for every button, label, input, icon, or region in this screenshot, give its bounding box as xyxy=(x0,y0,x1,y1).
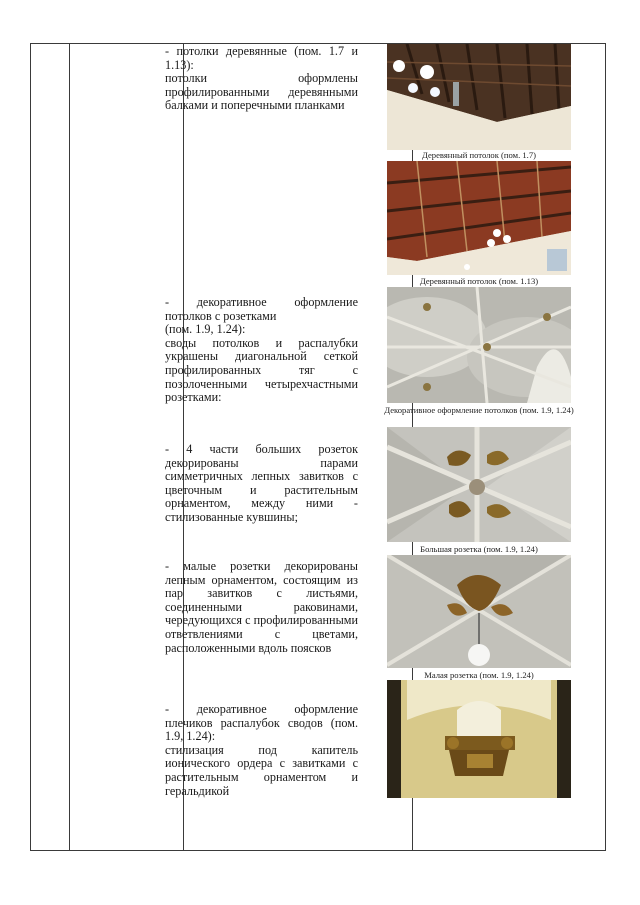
caption-wooden-ceiling-1-13: Деревянный потолок (пом. 1.13) xyxy=(419,276,539,286)
text-block-large-rosettes xyxy=(165,443,358,525)
photo-wooden-ceiling-1-7 xyxy=(387,44,571,150)
photo-decorative-ceiling xyxy=(387,287,571,403)
column-divider-1 xyxy=(69,44,70,850)
text-line: стилизация под капитель ионического ордера с завитками с растительным орнаментом и геральдикой xyxy=(165,742,358,798)
text-line: - 4 части больших розеток декорированы парами симметричных лепных завитков с цветочным и растительным орнаментом, между ними - стилизованные кувшины; xyxy=(165,442,358,524)
caption-decorative-ceiling xyxy=(383,405,575,415)
photo-wooden-ceiling-1-13 xyxy=(387,161,571,275)
photo-small-rosette xyxy=(387,555,571,668)
text-block-wooden-ceilings xyxy=(165,45,358,113)
text-line: - малые розетки декорированы лепным орнаментом, состоящим из пар завитков с листьями, соединенными раковинами, чередующихся с профилированными ответвлениями с цветами, расположенными вдоль поясков xyxy=(165,559,358,655)
caption-text: Декоративное оформление потолков (пом. 1.9, 1.24) xyxy=(384,405,574,415)
text-line: потолки оформлены профилированными деревянными балками и поперечными планками xyxy=(165,71,358,113)
text-line: - потолки деревянные (пом. 1.7 и 1.13): xyxy=(165,44,358,72)
photo-capital-decoration xyxy=(387,680,571,798)
text-block-rosettes xyxy=(165,296,358,405)
text-block-small-rosettes xyxy=(165,560,358,655)
caption-wooden-ceiling-1-7: Деревянный потолок (пом. 1.7) xyxy=(422,150,536,160)
caption-large-rosette: Большая розетка (пом. 1.9, 1.24) xyxy=(420,544,538,554)
text-line: - декоративное оформление плечиков распалубок сводов (пом. 1.9, 1.24): xyxy=(165,702,358,744)
text-line: своды потолков и распалубки украшены диагональной сеткой профилированных тяг с позолоченными четырехчастными розетками: xyxy=(165,335,358,405)
caption-small-rosette: Малая розетка (пом. 1.9, 1.24) xyxy=(424,670,534,680)
photo-large-rosette xyxy=(387,427,571,542)
text-line: (пом. 1.9, 1.24): xyxy=(165,322,246,337)
text-line: - декоративное оформление потолков с розетками xyxy=(165,295,358,323)
text-block-vault-decoration xyxy=(165,703,358,798)
